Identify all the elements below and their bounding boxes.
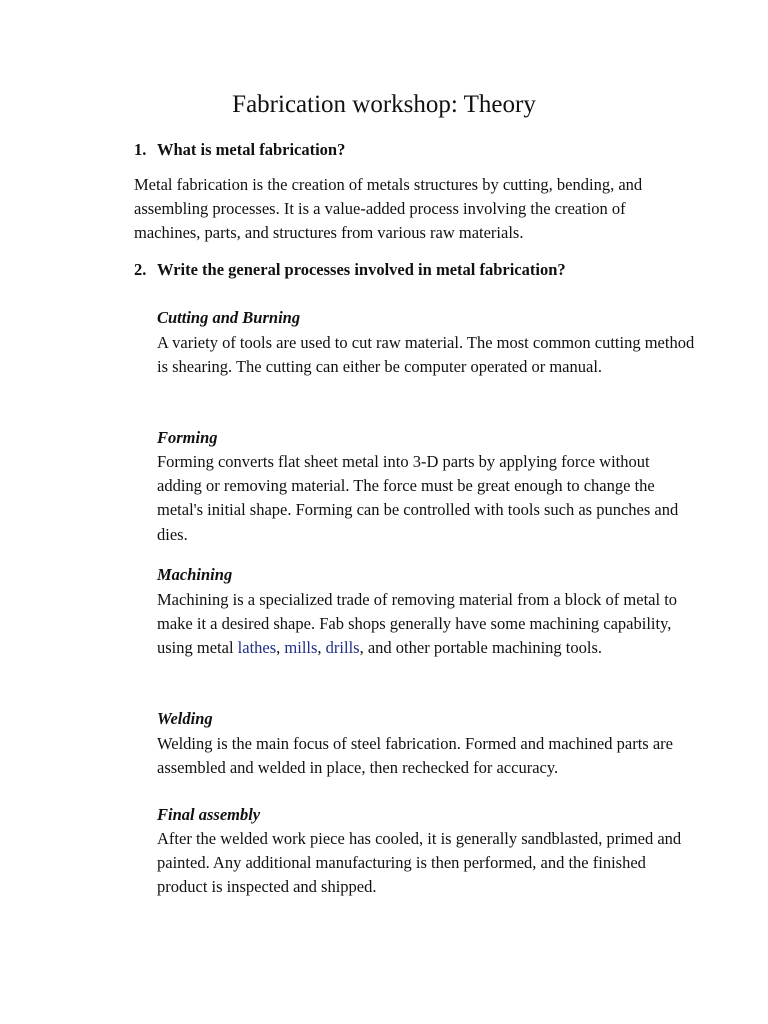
question-1-heading xyxy=(134,138,345,162)
section-forming-body: Forming converts flat sheet metal into 3-D parts by applying force without adding or removing material. The force must be great enough to change the metal's initial shape. Forming can be controlled with tools such as punches and dies. xyxy=(157,452,679,544)
section-forming-title: Forming xyxy=(157,428,218,447)
drills-link[interactable]: drills xyxy=(325,638,360,658)
document-title: Fabrication workshop: Theory xyxy=(232,91,536,118)
mills-link[interactable]: mills xyxy=(284,638,318,658)
section-final-assembly-title: Final assembly xyxy=(157,805,261,824)
section-cutting-body: A variety of tools are used to cut raw material. The most common cutting method is shearing. The cutting can either be computer operated or manual. xyxy=(157,333,695,377)
section-machining-body xyxy=(157,588,697,661)
machining-text-before: Machining is a specialized trade of removing material from a block of metal to make it a desired shape. Fab shops generally have some machining capability, using metal xyxy=(157,590,678,658)
question-1-answer: Metal fabrication is the creation of metals structures by cutting, bending, and assembling processes. It is a value-added process involving the creation of machines, parts, and structures from various raw materials. xyxy=(134,175,643,243)
section-welding-body: Welding is the main focus of steel fabrication. Formed and machined parts are assembled and welded in place, then rechecked for accuracy. xyxy=(157,734,673,778)
question-2-heading xyxy=(134,258,566,282)
machining-separator-1: , xyxy=(276,638,285,658)
machining-separator-2: , xyxy=(317,638,326,658)
machining-text-after: , and other portable machining tools. xyxy=(359,638,602,658)
section-cutting-title: Cutting and Burning xyxy=(157,308,301,327)
section-machining-title: Machining xyxy=(157,565,233,584)
section-final-assembly-body: After the welded work piece has cooled, it is generally sandblasted, primed and painted. Any additional manufacturing is then performed, and the finished product is inspected and shipped. xyxy=(157,829,682,897)
section-welding-title: Welding xyxy=(157,709,213,728)
question-1-text: What is metal fabrication? xyxy=(157,140,346,159)
question-2-text: Write the general processes involved in metal fabrication? xyxy=(157,260,566,279)
lathes-link[interactable]: lathes xyxy=(237,638,277,658)
question-1-number: 1. xyxy=(134,140,147,159)
question-2-number: 2. xyxy=(134,260,147,279)
